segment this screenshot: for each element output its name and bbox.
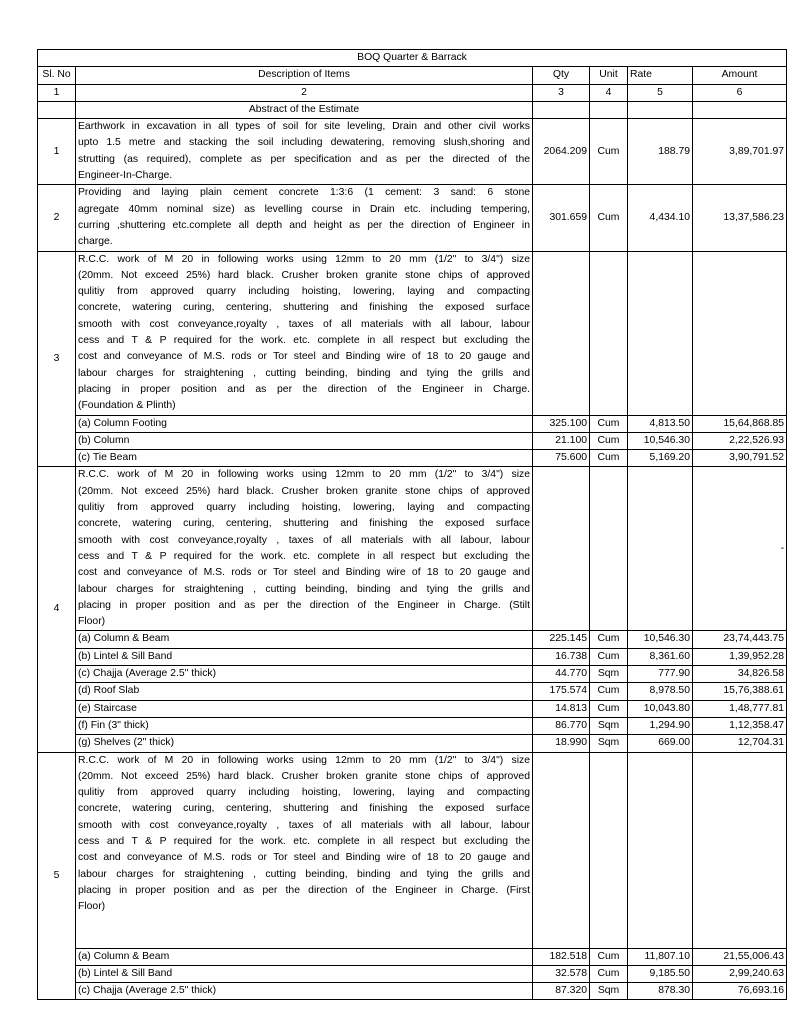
sub-item-qty: 182.518 <box>533 948 590 965</box>
table-title: BOQ Quarter & Barrack <box>38 50 787 67</box>
header-sl-no: Sl. No <box>38 67 76 84</box>
sub-item-rate: 8,361.60 <box>628 648 693 665</box>
sub-item-qty: 18.990 <box>533 735 590 752</box>
sub-item-qty: 21.100 <box>533 432 590 449</box>
unit-cell <box>590 467 628 631</box>
sub-item-amount: 23,74,443.75 <box>693 631 787 648</box>
table-row <box>38 119 787 185</box>
sub-item-unit: Sqm <box>590 983 628 1000</box>
sl-no-cell: 4 <box>38 467 76 752</box>
sub-item-unit: Cum <box>590 432 628 449</box>
sub-item-qty: 14.813 <box>533 700 590 717</box>
sub-item-label: (c) Chajja (Average 2.5" thick) <box>76 666 533 683</box>
sub-item-unit: Sqm <box>590 666 628 683</box>
description-line: (20mm. Not exceed 25%) hard black. Crusher broken granite stone chips of approved <box>78 485 530 497</box>
sub-item-row <box>38 700 787 717</box>
sub-item-row <box>38 631 787 648</box>
qty-cell <box>533 467 590 631</box>
abstract-blank-qty <box>533 101 590 118</box>
description-text <box>78 252 530 415</box>
sub-item-row <box>38 450 787 467</box>
sub-item-amount: 15,76,388.61 <box>693 683 787 700</box>
description-line: qulitiy from approved quarry including hoisting, lowering, laying and compacting <box>78 502 530 514</box>
amount-cell: 3,89,701.97 <box>693 119 787 185</box>
col-number-rate: 5 <box>628 84 693 101</box>
abstract-label: Abstract of the Estimate <box>76 101 533 118</box>
rate-cell <box>628 752 693 948</box>
sub-item-rate: 878.30 <box>628 983 693 1000</box>
description-line: Engineer-In-Charge. <box>78 170 173 182</box>
sub-item-label: (b) Column <box>76 432 533 449</box>
sub-item-amount: 12,704.31 <box>693 735 787 752</box>
abstract-blank-unit <box>590 101 628 118</box>
description-line: cost and conveyance of M.S. rods or Tor steel and Binding wire of 18 to 20 gauge and <box>78 567 530 579</box>
sl-no-cell: 5 <box>38 752 76 1000</box>
col-number-unit: 4 <box>590 84 628 101</box>
rate-cell <box>628 467 693 631</box>
unit-cell <box>590 251 628 415</box>
sub-item-row <box>38 735 787 752</box>
table-row <box>38 185 787 251</box>
sl-no-cell: 1 <box>38 119 76 185</box>
sub-item-qty: 75.600 <box>533 450 590 467</box>
header-qty: Qty <box>533 67 590 84</box>
sub-item-qty: 44.770 <box>533 666 590 683</box>
header-rate: Rate <box>628 67 693 84</box>
description-text <box>78 467 530 630</box>
sub-item-qty: 225.145 <box>533 631 590 648</box>
header-amount: Amount <box>693 67 787 84</box>
description-line: (20mm. Not exceed 25%) hard black. Crusher broken granite stone chips of approved <box>78 269 530 281</box>
sub-item-label: (a) Column Footing <box>76 415 533 432</box>
sub-item-label: (a) Column & Beam <box>76 948 533 965</box>
sub-item-row <box>38 965 787 982</box>
sub-item-unit: Sqm <box>590 717 628 734</box>
amount-cell <box>693 752 787 948</box>
description-line: (Foundation & Plinth) <box>78 400 176 412</box>
sub-item-rate: 1,294.90 <box>628 717 693 734</box>
sub-item-amount: 15,64,868.85 <box>693 415 787 432</box>
description-line: (20mm. Not exceed 25%) hard black. Crusher broken granite stone chips of approved <box>78 770 530 782</box>
abstract-blank-sl <box>38 101 76 118</box>
sub-item-rate: 11,807.10 <box>628 948 693 965</box>
description-line: placing in proper position and as per the direction of the Engineer in Charge. (First <box>78 884 530 896</box>
amount-cell: - <box>693 467 787 631</box>
sub-item-qty: 325.100 <box>533 415 590 432</box>
qty-cell: 301.659 <box>533 185 590 251</box>
sub-item-amount: 1,48,777.81 <box>693 700 787 717</box>
description-line: placing in proper position and as per the direction of the Engineer in Charge. (Stilt <box>78 599 530 611</box>
sub-item-unit: Cum <box>590 965 628 982</box>
abstract-blank-amount <box>693 101 787 118</box>
description-line: labour charges for straightening , cutting beinding, binding and tying the grills and <box>78 583 530 595</box>
description-line: curring ,shuttering etc.complete all depth and height as per the direction of Engineer in <box>78 219 530 231</box>
sub-item-unit: Cum <box>590 683 628 700</box>
sub-item-row <box>38 683 787 700</box>
abstract-blank-rate <box>628 101 693 118</box>
description-cell <box>76 467 533 631</box>
description-line: concrete, watering curing, centering, shuttering and finishing the exposed surface <box>78 302 530 314</box>
sub-item-amount: 1,12,358.47 <box>693 717 787 734</box>
amount-cell <box>693 251 787 415</box>
sub-item-unit: Cum <box>590 648 628 665</box>
qty-cell <box>533 251 590 415</box>
sub-item-qty: 16.738 <box>533 648 590 665</box>
sub-item-rate: 8,978.50 <box>628 683 693 700</box>
sub-item-row <box>38 415 787 432</box>
description-cell <box>76 119 533 185</box>
sub-item-row <box>38 666 787 683</box>
sub-item-rate: 4,813.50 <box>628 415 693 432</box>
boq-table <box>37 49 787 1000</box>
description-line: smooth with cost conveyance,royalty , taxes of all materials with all labour, labour <box>78 318 530 330</box>
sub-item-rate: 10,546.30 <box>628 631 693 648</box>
header-description: Description of Items <box>76 67 533 84</box>
sub-item-row <box>38 717 787 734</box>
table-row <box>38 467 787 631</box>
description-line: cost and conveyance of M.S. rods or Tor steel and Binding wire of 18 to 20 gauge and <box>78 852 530 864</box>
description-line: R.C.C. work of M 20 in following works using 12mm to 20 mm (1/2" to 3/4") size <box>78 754 530 766</box>
sub-item-rate: 5,169.20 <box>628 450 693 467</box>
description-line: R.C.C. work of M 20 in following works using 12mm to 20 mm (1/2" to 3/4") size <box>78 253 530 265</box>
sub-item-amount: 2,99,240.63 <box>693 965 787 982</box>
sub-item-row <box>38 948 787 965</box>
sub-item-amount: 2,22,526.93 <box>693 432 787 449</box>
sub-item-rate: 777.90 <box>628 666 693 683</box>
sub-item-label: (d) Roof Slab <box>76 683 533 700</box>
description-line: labour charges for straightening , cutting beinding, binding and tying the grills and <box>78 868 530 880</box>
sub-item-label: (c) Tie Beam <box>76 450 533 467</box>
description-line: strutting (as required), complete as per specification and as per the directed of the <box>78 153 530 165</box>
description-text <box>78 185 530 250</box>
sub-item-unit: Cum <box>590 415 628 432</box>
header-unit: Unit <box>590 67 628 84</box>
sub-item-label: (g) Shelves (2" thick) <box>76 735 533 752</box>
col-number-amount: 6 <box>693 84 787 101</box>
description-line: Earthwork in excavation in all types of soil for site leveling, Drain and other civil works <box>78 121 530 133</box>
description-line: smooth with cost conveyance,royalty , taxes of all materials with all labour, labour <box>78 534 530 546</box>
sub-item-amount: 21,55,006.43 <box>693 948 787 965</box>
table-row <box>38 251 787 415</box>
qty-cell <box>533 752 590 948</box>
sub-item-amount: 3,90,791.52 <box>693 450 787 467</box>
description-line: Floor) <box>78 901 106 913</box>
description-line: Floor) <box>78 616 106 628</box>
sub-item-qty: 86.770 <box>533 717 590 734</box>
description-line: cess and T & P required for the work. etc. complete in all respect but excluding the <box>78 550 530 562</box>
description-line: Providing and laying plain cement concrete 1:3:6 (1 cement: 3 sand: 6 stone <box>78 187 530 199</box>
sub-item-amount: 1,39,952.28 <box>693 648 787 665</box>
sl-no-cell: 2 <box>38 185 76 251</box>
sub-item-unit: Cum <box>590 948 628 965</box>
sub-item-label: (e) Staircase <box>76 700 533 717</box>
sub-item-rate: 10,546.30 <box>628 432 693 449</box>
rate-cell: 188.79 <box>628 119 693 185</box>
unit-cell: Cum <box>590 185 628 251</box>
sub-item-amount: 76,693.16 <box>693 983 787 1000</box>
sub-item-rate: 9,185.50 <box>628 965 693 982</box>
sub-item-label: (c) Chajja (Average 2.5" thick) <box>76 983 533 1000</box>
sub-item-unit: Cum <box>590 700 628 717</box>
description-cell <box>76 752 533 948</box>
sub-item-qty: 175.574 <box>533 683 590 700</box>
col-number-sl: 1 <box>38 84 76 101</box>
sub-item-label: (f) Fin (3" thick) <box>76 717 533 734</box>
sub-item-qty: 32.578 <box>533 965 590 982</box>
sub-item-label: (a) Column & Beam <box>76 631 533 648</box>
sub-item-qty: 87.320 <box>533 983 590 1000</box>
description-line: labour charges for straightening , cutting beinding, binding and tying the grills and <box>78 367 530 379</box>
sub-item-unit: Sqm <box>590 735 628 752</box>
description-cell <box>76 251 533 415</box>
description-text <box>78 119 530 184</box>
description-line: upto 1.5 metre and stacking the soil including dewatering, removing slush,shoring and <box>78 137 530 149</box>
description-cell <box>76 185 533 251</box>
description-line: cess and T & P required for the work. etc. complete in all respect but excluding the <box>78 836 530 848</box>
sub-item-label: (b) Lintel & Sill Band <box>76 648 533 665</box>
table-row <box>38 752 787 948</box>
description-line: agregate 40mm nominal size) as levelling course in Drain etc. including tempering, <box>78 203 530 215</box>
unit-cell <box>590 752 628 948</box>
description-line: R.C.C. work of M 20 in following works using 12mm to 20 mm (1/2" to 3/4") size <box>78 469 530 481</box>
description-line: cost and conveyance of M.S. rods or Tor steel and Binding wire of 18 to 20 gauge and <box>78 351 530 363</box>
rate-cell: 4,434.10 <box>628 185 693 251</box>
sub-item-unit: Cum <box>590 631 628 648</box>
description-line: placing in proper position and as per the direction of the Engineer in Charge. <box>78 383 530 395</box>
sub-item-row <box>38 648 787 665</box>
sub-item-unit: Cum <box>590 450 628 467</box>
col-number-qty: 3 <box>533 84 590 101</box>
description-text <box>78 753 530 948</box>
rate-cell <box>628 251 693 415</box>
sub-item-row <box>38 983 787 1000</box>
unit-cell: Cum <box>590 119 628 185</box>
description-line: cess and T & P required for the work. etc. complete in all respect but excluding the <box>78 335 530 347</box>
sl-no-cell: 3 <box>38 251 76 467</box>
sub-item-row <box>38 432 787 449</box>
sub-item-rate: 669.00 <box>628 735 693 752</box>
col-number-desc: 2 <box>76 84 533 101</box>
description-line: qulitiy from approved quarry including hoisting, lowering, laying and compacting <box>78 286 530 298</box>
sub-item-label: (b) Lintel & Sill Band <box>76 965 533 982</box>
sub-item-amount: 34,826.58 <box>693 666 787 683</box>
sub-item-rate: 10,043.80 <box>628 700 693 717</box>
description-line: smooth with cost conveyance,royalty , taxes of all materials with all labour, labour <box>78 819 530 831</box>
description-line: concrete, watering curing, centering, shuttering and finishing the exposed surface <box>78 803 530 815</box>
amount-cell: 13,37,586.23 <box>693 185 787 251</box>
description-line: concrete, watering curing, centering, shuttering and finishing the exposed surface <box>78 518 530 530</box>
description-line: charge. <box>78 236 113 248</box>
qty-cell: 2064.209 <box>533 119 590 185</box>
description-line: qulitiy from approved quarry including hoisting, lowering, laying and compacting <box>78 787 530 799</box>
